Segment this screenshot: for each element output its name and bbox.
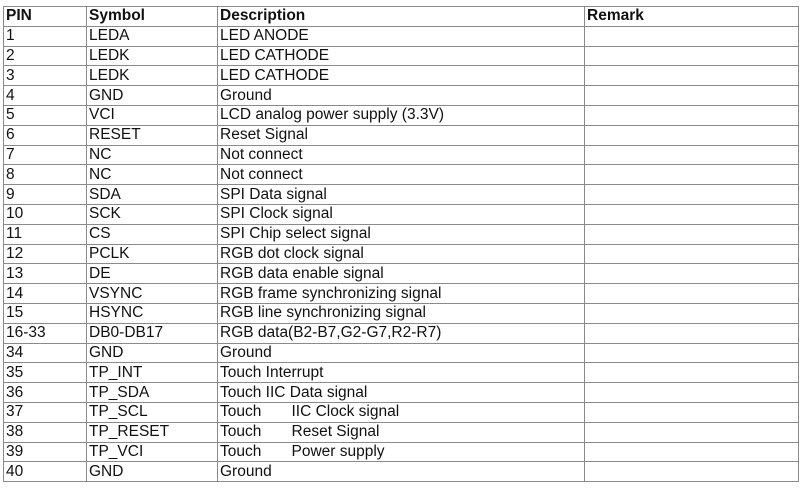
table-header	[4, 7, 799, 27]
table-row	[4, 185, 799, 205]
cell-pin: 1	[4, 26, 87, 46]
cell-remark	[585, 185, 799, 205]
cell-description: Ground	[218, 86, 585, 106]
header-symbol: Symbol	[87, 7, 218, 27]
cell-pin: 34	[4, 343, 87, 363]
cell-pin: 15	[4, 303, 87, 323]
header-pin: PIN	[4, 7, 87, 27]
cell-description: RGB data(B2-B7,G2-G7,R2-R7)	[218, 323, 585, 343]
cell-description: Reset Signal	[218, 125, 585, 145]
cell-pin: 35	[4, 363, 87, 383]
cell-remark	[585, 264, 799, 284]
table-row	[4, 66, 799, 86]
cell-remark	[585, 422, 799, 442]
table-body	[4, 26, 799, 481]
table-row	[4, 46, 799, 66]
table-row	[4, 224, 799, 244]
table-row	[4, 422, 799, 442]
cell-pin: 38	[4, 422, 87, 442]
table-row	[4, 343, 799, 363]
cell-pin: 37	[4, 402, 87, 422]
cell-description: RGB dot clock signal	[218, 244, 585, 264]
cell-symbol: DE	[87, 264, 218, 284]
cell-description: SPI Clock signal	[218, 204, 585, 224]
cell-remark	[585, 204, 799, 224]
cell-pin: 10	[4, 204, 87, 224]
cell-remark	[585, 323, 799, 343]
cell-remark	[585, 86, 799, 106]
cell-description: LED ANODE	[218, 26, 585, 46]
cell-symbol: VSYNC	[87, 284, 218, 304]
cell-description: RGB line synchronizing signal	[218, 303, 585, 323]
table-row	[4, 105, 799, 125]
cell-symbol: TP_INT	[87, 363, 218, 383]
cell-remark	[585, 165, 799, 185]
cell-remark	[585, 125, 799, 145]
cell-description: SPI Chip select signal	[218, 224, 585, 244]
cell-description: Touch Reset Signal	[218, 422, 585, 442]
cell-symbol: SDA	[87, 185, 218, 205]
header-remark: Remark	[585, 7, 799, 27]
cell-remark	[585, 363, 799, 383]
table-row	[4, 442, 799, 462]
cell-remark	[585, 284, 799, 304]
cell-description: Touch Interrupt	[218, 363, 585, 383]
table-row	[4, 26, 799, 46]
cell-remark	[585, 244, 799, 264]
cell-pin: 2	[4, 46, 87, 66]
cell-symbol: LEDA	[87, 26, 218, 46]
cell-pin: 8	[4, 165, 87, 185]
cell-symbol: GND	[87, 462, 218, 482]
table-row	[4, 303, 799, 323]
cell-pin: 9	[4, 185, 87, 205]
cell-description: Touch Power supply	[218, 442, 585, 462]
cell-pin: 3	[4, 66, 87, 86]
cell-remark	[585, 442, 799, 462]
cell-description: Not connect	[218, 145, 585, 165]
cell-pin: 39	[4, 442, 87, 462]
cell-remark	[585, 383, 799, 403]
cell-description: LCD analog power supply (3.3V)	[218, 105, 585, 125]
cell-symbol: LEDK	[87, 66, 218, 86]
cell-remark	[585, 66, 799, 86]
cell-remark	[585, 145, 799, 165]
cell-description: Ground	[218, 343, 585, 363]
cell-symbol: GND	[87, 343, 218, 363]
cell-symbol: SCK	[87, 204, 218, 224]
cell-symbol: LEDK	[87, 46, 218, 66]
pin-definition-table	[3, 6, 799, 482]
cell-symbol: HSYNC	[87, 303, 218, 323]
cell-remark	[585, 402, 799, 422]
table-row	[4, 402, 799, 422]
cell-pin: 13	[4, 264, 87, 284]
table-row	[4, 363, 799, 383]
cell-symbol: TP_RESET	[87, 422, 218, 442]
cell-pin: 11	[4, 224, 87, 244]
cell-description: LED CATHODE	[218, 66, 585, 86]
cell-description: Ground	[218, 462, 585, 482]
cell-remark	[585, 105, 799, 125]
cell-symbol: TP_SCL	[87, 402, 218, 422]
header-description: Description	[218, 7, 585, 27]
table-row	[4, 323, 799, 343]
cell-pin: 16-33	[4, 323, 87, 343]
cell-remark	[585, 462, 799, 482]
cell-symbol: DB0-DB17	[87, 323, 218, 343]
cell-remark	[585, 224, 799, 244]
cell-pin: 4	[4, 86, 87, 106]
table-row	[4, 165, 799, 185]
table-row	[4, 145, 799, 165]
table-row	[4, 125, 799, 145]
table-row	[4, 264, 799, 284]
cell-description: Not connect	[218, 165, 585, 185]
table-row	[4, 284, 799, 304]
cell-pin: 12	[4, 244, 87, 264]
cell-pin: 7	[4, 145, 87, 165]
cell-remark	[585, 343, 799, 363]
cell-symbol: TP_VCI	[87, 442, 218, 462]
table-row	[4, 462, 799, 482]
cell-symbol: GND	[87, 86, 218, 106]
header-row	[4, 7, 799, 27]
table-row	[4, 244, 799, 264]
table-row	[4, 86, 799, 106]
cell-pin: 14	[4, 284, 87, 304]
cell-remark	[585, 26, 799, 46]
cell-pin: 5	[4, 105, 87, 125]
cell-symbol: PCLK	[87, 244, 218, 264]
cell-remark	[585, 303, 799, 323]
cell-symbol: RESET	[87, 125, 218, 145]
cell-description: LED CATHODE	[218, 46, 585, 66]
cell-symbol: TP_SDA	[87, 383, 218, 403]
table-row	[4, 204, 799, 224]
cell-description: Touch IIC Clock signal	[218, 402, 585, 422]
cell-symbol: NC	[87, 145, 218, 165]
cell-description: RGB data enable signal	[218, 264, 585, 284]
cell-pin: 36	[4, 383, 87, 403]
cell-description: RGB frame synchronizing signal	[218, 284, 585, 304]
cell-remark	[585, 46, 799, 66]
table-row	[4, 383, 799, 403]
cell-description: Touch IIC Data signal	[218, 383, 585, 403]
cell-description: SPI Data signal	[218, 185, 585, 205]
cell-symbol: CS	[87, 224, 218, 244]
cell-pin: 6	[4, 125, 87, 145]
cell-symbol: VCI	[87, 105, 218, 125]
cell-symbol: NC	[87, 165, 218, 185]
cell-pin: 40	[4, 462, 87, 482]
